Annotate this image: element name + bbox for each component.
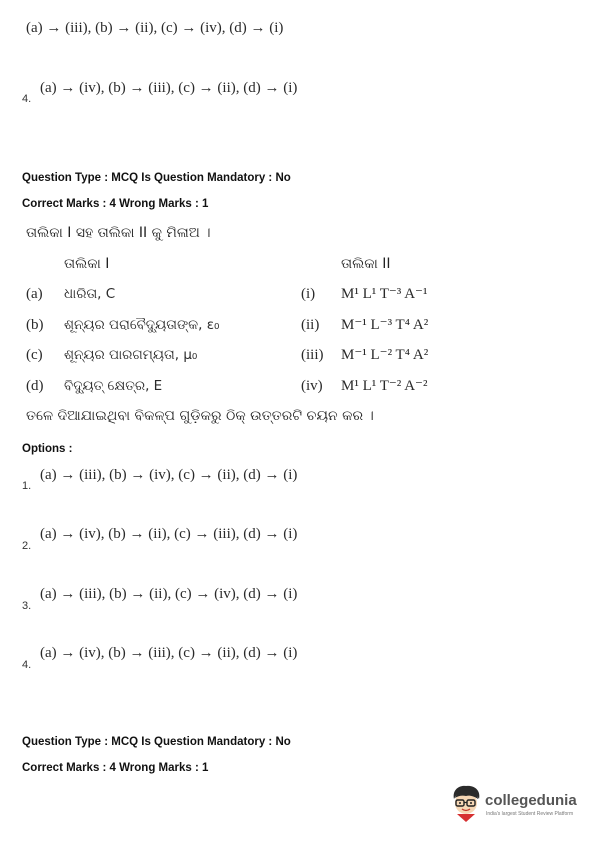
- list-1-label-b: (b): [26, 317, 44, 333]
- list-2-label-iii: (iii): [301, 347, 324, 363]
- prev-option-4-number: 4.: [22, 93, 32, 105]
- option-3-text[interactable]: (a) → (iii), (b) → (ii), (c) → (iv), (d) → (i): [40, 586, 298, 602]
- list-2-header: ତାଲିକା II: [341, 256, 391, 272]
- prev-option-3-text: (a) → (iii), (b) → (ii), (c) → (iv), (d) → (i): [26, 20, 284, 36]
- next-question-marks-line: Correct Marks : 4 Wrong Marks : 1: [22, 762, 209, 774]
- logo-wordmark: collegedunia: [485, 792, 577, 809]
- instruction-text: ତଳେ ଦିଆଯାଇଥିବା ବିକଳ୍ପ ଗୁଡ଼ିକରୁ ଠିକ୍ ଉତ୍ତରଟି ଚୟନ କର ।: [26, 408, 374, 424]
- collegedunia-logo: [449, 784, 581, 824]
- list-1-label-d: (d): [26, 378, 44, 394]
- option-1-number: 1.: [22, 480, 32, 492]
- option-2-text[interactable]: (a) → (iv), (b) → (ii), (c) → (iii), (d) → (i): [40, 526, 298, 542]
- options-label: Options :: [22, 443, 73, 455]
- list-2-item-i: M¹ L¹ T⁻³ A⁻¹: [341, 286, 428, 302]
- list-1-item-a: ଧାରିତା, C: [64, 286, 116, 302]
- option-4-text[interactable]: (a) → (iv), (b) → (iii), (c) → (ii), (d) → (i): [40, 645, 298, 661]
- list-1-item-d: ବିଦ୍ୟୁତ୍ କ୍ଷେତ୍ର, E: [64, 378, 163, 394]
- list-1-header: ତାଲିକା I: [64, 256, 110, 272]
- list-1-item-c: ଶୂନ୍ୟର ପାରଗମ୍ୟତା, μ₀: [64, 347, 198, 363]
- list-2-label-iv: (iv): [301, 378, 323, 394]
- prev-option-4-text: (a) → (iv), (b) → (iii), (c) → (ii), (d) → (i): [40, 80, 298, 96]
- list-1-label-a: (a): [26, 286, 43, 302]
- option-1-text[interactable]: (a) → (iii), (b) → (iv), (c) → (ii), (d) → (i): [40, 467, 298, 483]
- mascot-icon: [449, 784, 483, 822]
- question-text: ତାଲିକା I ସହ ତାଲିକା II କୁ ମିଳାଅ ।: [26, 225, 211, 241]
- next-question-type-line: Question Type : MCQ Is Question Mandatory : No: [22, 736, 291, 748]
- list-2-label-ii: (ii): [301, 317, 320, 333]
- option-4-number: 4.: [22, 659, 32, 671]
- list-1-label-c: (c): [26, 347, 43, 363]
- question-type-line: Question Type : MCQ Is Question Mandatory : No: [22, 172, 291, 184]
- option-3-number: 3.: [22, 600, 32, 612]
- list-2-item-ii: M⁻¹ L⁻³ T⁴ A²: [341, 317, 429, 333]
- list-1-item-b: ଶୂନ୍ୟର ପରାବୈଦ୍ୟୁତାଙ୍କ, ε₀: [64, 317, 220, 333]
- list-2-item-iv: M¹ L¹ T⁻² A⁻²: [341, 378, 428, 394]
- question-marks-line: Correct Marks : 4 Wrong Marks : 1: [22, 198, 209, 210]
- list-2-item-iii: M⁻¹ L⁻² T⁴ A²: [341, 347, 429, 363]
- list-2-label-i: (i): [301, 286, 316, 302]
- logo-tagline: India's largest Student Review Platform: [486, 811, 574, 817]
- option-2-number: 2.: [22, 540, 32, 552]
